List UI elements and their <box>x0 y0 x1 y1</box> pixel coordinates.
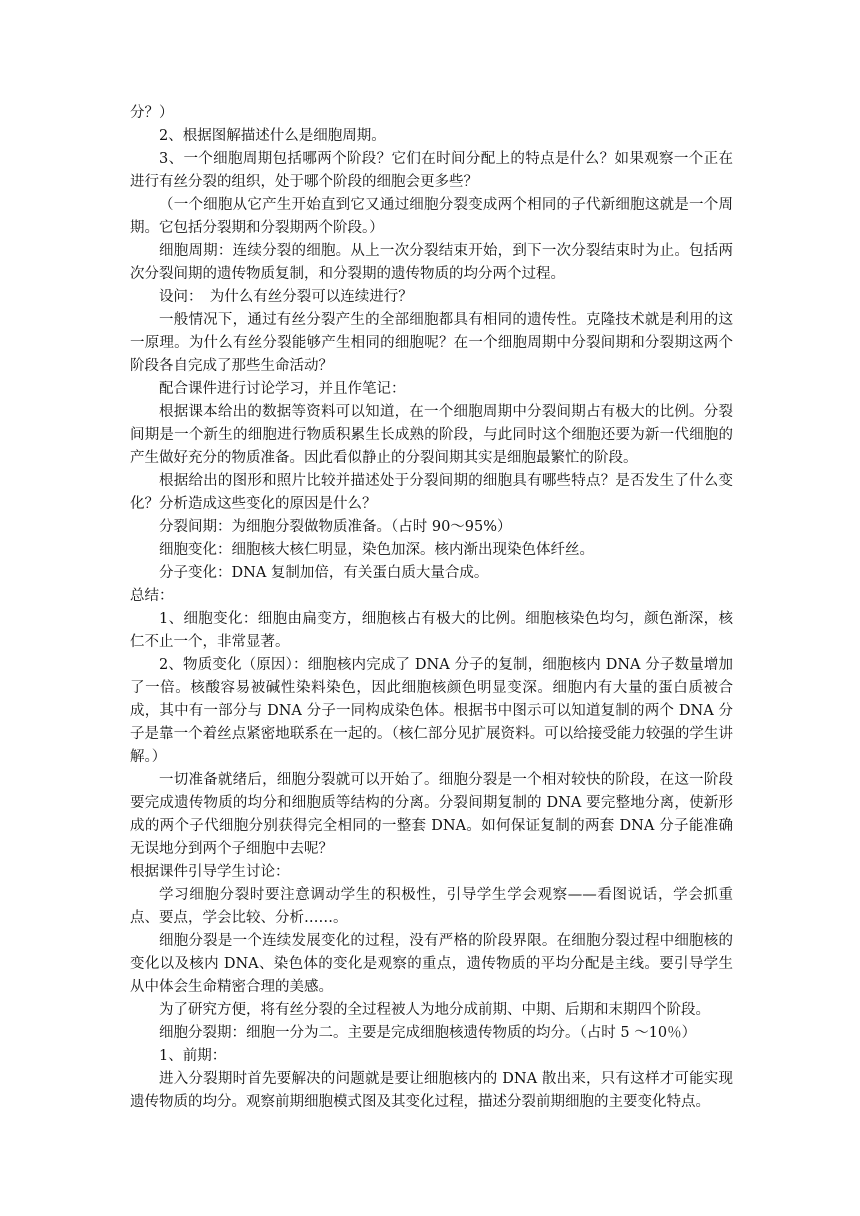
paragraph: 总结： <box>130 588 174 604</box>
paragraph: 细胞周期：连续分裂的细胞。从上一次分裂结束开始，到下一次分裂结束时为止。包括两次分裂间期的遗传物质复制，和分裂期的遗传物质的均分两个过程。 <box>130 243 733 282</box>
paragraph: 1、细胞变化：细胞由扁变方，细胞核占有极大的比例。细胞核染色均匀，颜色渐深，核仁不止一个，非常显著。 <box>130 611 733 650</box>
paragraph: 细胞分裂期：细胞一分为二。主要是完成细胞核遗传物质的均分。（占时 5 ～10％） <box>159 1025 697 1041</box>
paragraph: 细胞分裂是一个连续发展变化的过程，没有严格的阶段界限。在细胞分裂过程中细胞核的变化以及核内 DNA、染色体的变化是观察的重点，遗传物质的平均分配是主线。要引导学生从中体会生命精密合理的美感。 <box>130 933 733 995</box>
paragraph: 进入分裂期时首先要解决的问题就是要让细胞核内的 DNA 散出来，只有这样才可能实现遗传物质的均分。观察前期细胞模式图及其变化过程，描述分裂前期细胞的主要变化特点。 <box>130 1071 733 1110</box>
paragraph: 根据给出的图形和照片比较并描述处于分裂间期的细胞具有哪些特点？是否发生了什么变化？分析造成这些变化的原因是什么？ <box>130 473 733 512</box>
paragraph: 设问： 为什么有丝分裂可以连续进行？ <box>159 289 413 305</box>
paragraph: 分？） <box>130 105 174 121</box>
paragraph: 学习细胞分裂时要注意调动学生的积极性，引导学生学会观察——看图说话，学会抓重点、要点，学会比较、分析……。 <box>130 887 733 926</box>
paragraph: 一般情况下，通过有丝分裂产生的全部细胞都具有相同的遗传性。克隆技术就是利用的这一原理。为什么有丝分裂能够产生相同的细胞呢？在一个细胞周期中分裂间期和分裂期这两个阶段各自完成了那些生命活动？ <box>130 312 733 374</box>
paragraph: 1、前期： <box>159 1048 227 1064</box>
paragraph: 为了研究方便，将有丝分裂的全过程被人为地分成前期、中期、后期和末期四个阶段。 <box>159 1002 710 1018</box>
paragraph: 根据课本给出的数据等资料可以知道，在一个细胞周期中分裂间期占有极大的比例。分裂间期是一个新生的细胞进行物质积累生长成熟的阶段，与此同时这个细胞还要为新一代细胞的产生做好充分的物质准备。因此看似静止的分裂间期其实是细胞最繁忙的阶段。 <box>130 404 733 466</box>
paragraph: 配合课件进行讨论学习，并且作笔记： <box>159 381 406 397</box>
paragraph: 2、物质变化（原因）：细胞核内完成了 DNA 分子的复制，细胞核内 DNA 分子数量增加了一倍。核酸容易被碱性染料染色，因此细胞核颜色明显变深。细胞内有大量的蛋白质被合成，其中有一部分与 DNA 分子一同构成染色体。根据书中图示可以知道复制的两个 DNA 分子是靠一个着丝点紧密地联系在一起的。（核仁部分见扩展资料。可以给接受能力较强的学生讲解。） <box>130 657 733 765</box>
paragraph: 细胞变化：细胞核大核仁明显，染色加深。核内渐出现染色体纤丝。 <box>159 542 594 558</box>
document-page <box>130 102 733 1114</box>
paragraph: 一切准备就绪后，细胞分裂就可以开始了。细胞分裂是一个相对较快的阶段，在这一阶段要完成遗传物质的均分和细胞质等结构的分离。分裂间期复制的 DNA 要完整地分离，使新形成的两个子代细胞分别获得完全相同的一整套 DNA。如何保证复制的两套 DNA 分子能准确无误地分到两个子细胞中去呢？ <box>130 772 733 857</box>
paragraph: 根据课件引导学生讨论： <box>130 864 290 880</box>
paragraph: 2、根据图解描述什么是细胞周期。 <box>159 128 386 144</box>
paragraph: 分裂间期：为细胞分裂做物质准备。（占时 90～95%） <box>159 519 512 535</box>
paragraph: 3、一个细胞周期包括哪两个阶段？它们在时间分配上的特点是什么？如果观察一个正在进行有丝分裂的组织，处于哪个阶段的细胞会更多些？ <box>130 151 733 190</box>
paragraph: （一个细胞从它产生开始直到它又通过细胞分裂变成两个相同的子代新细胞这就是一个周期。它包括分裂期和分裂期两个阶段。） <box>130 197 733 236</box>
paragraph: 分子变化：DNA 复制加倍，有关蛋白质大量合成。 <box>159 565 489 581</box>
